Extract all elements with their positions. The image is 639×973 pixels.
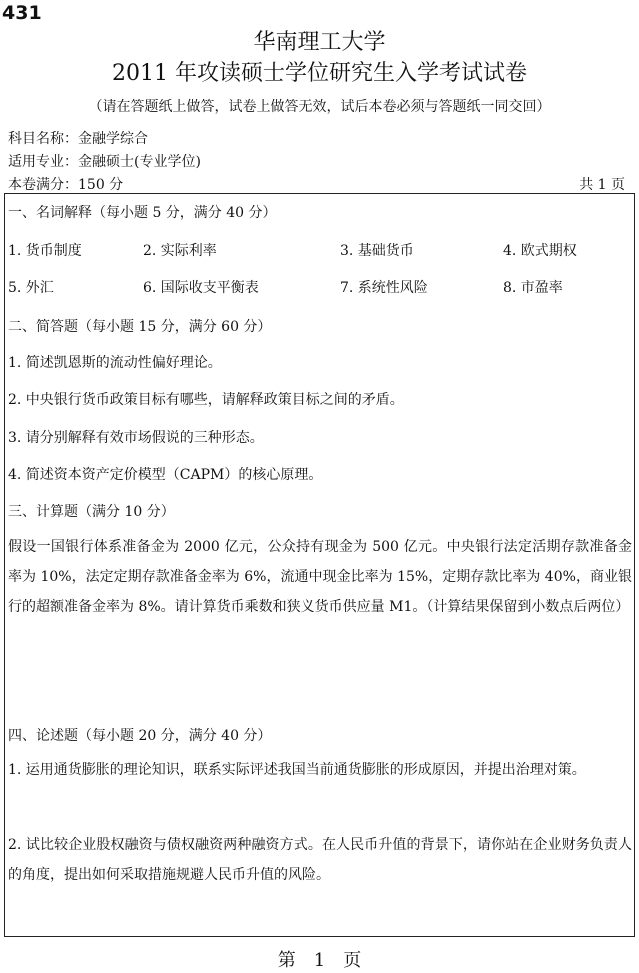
calculation-question: 假设一国银行体系准备金为 2000 亿元，公众持有现金为 500 亿元。中央银行法定活期存款准备金率为 10%，法定定期存款准备金率为 6%，流通中现金比率为 15%，定期存款比率为 40%，商业银行的超额准备金率为 8%。请计算货币乘数和狭义货币供应量 M1。（计算结果保留到小数点后两位） <box>8 539 632 615</box>
essay-question: 1. 运用通货膨胀的理论知识，联系实际评述我国当前通货膨胀的形成原因，并提出治理对策。 <box>8 762 586 778</box>
term-item: 8. 市盈率 <box>503 280 563 296</box>
term-item: 3. 基础货币 <box>340 243 414 259</box>
section1-heading: 一、名词解释（每小题 5 分，满分 40 分） <box>8 205 277 221</box>
page-number: 第 1 页 <box>277 950 362 971</box>
exam-title: 2011 年攻读硕士学位研究生入学考试试卷 <box>112 61 527 86</box>
university-name: 华南理工大学 <box>253 30 386 55</box>
section4-heading: 四、论述题（每小题 20 分，满分 40 分） <box>8 728 272 744</box>
short-question: 3. 请分别解释有效市场假说的三种形态。 <box>8 430 264 446</box>
full-score-line: 本卷满分：150 分 <box>8 177 124 193</box>
term-item: 5. 外汇 <box>8 280 54 296</box>
major-line: 适用专业：金融硕士(专业学位) <box>8 154 201 170</box>
essay-question: 2. 试比较企业股权融资与债权融资两种融资方式。在人民币升值的背景下，请你站在企业财务负责人的角度，提出如何采取措施规避人民币升值的风险。 <box>8 837 632 883</box>
short-question: 4. 简述资本资产定价模型（CAPM）的核心原理。 <box>8 467 323 483</box>
term-item: 4. 欧式期权 <box>503 243 577 259</box>
short-question: 1. 简述凯恩斯的流动性偏好理论。 <box>8 355 222 371</box>
subject-line: 科目名称：金融学综合 <box>8 131 148 147</box>
short-question: 2. 中央银行货币政策目标有哪些，请解释政策目标之间的矛盾。 <box>8 392 404 408</box>
answer-notice: （请在答题纸上做答，试卷上做答无效，试后本卷必须与答题纸一同交回） <box>88 99 551 115</box>
section3-heading: 三、计算题（满分 10 分） <box>8 504 175 520</box>
total-pages: 共 1 页 <box>579 177 625 193</box>
term-item: 6. 国际收支平衡表 <box>143 280 259 296</box>
term-item: 1. 货币制度 <box>8 243 82 259</box>
exam-code: 431 <box>2 2 42 24</box>
section2-heading: 二、简答题（每小题 15 分，满分 60 分） <box>8 319 272 335</box>
term-item: 2. 实际利率 <box>143 243 217 259</box>
term-item: 7. 系统性风险 <box>340 280 428 296</box>
